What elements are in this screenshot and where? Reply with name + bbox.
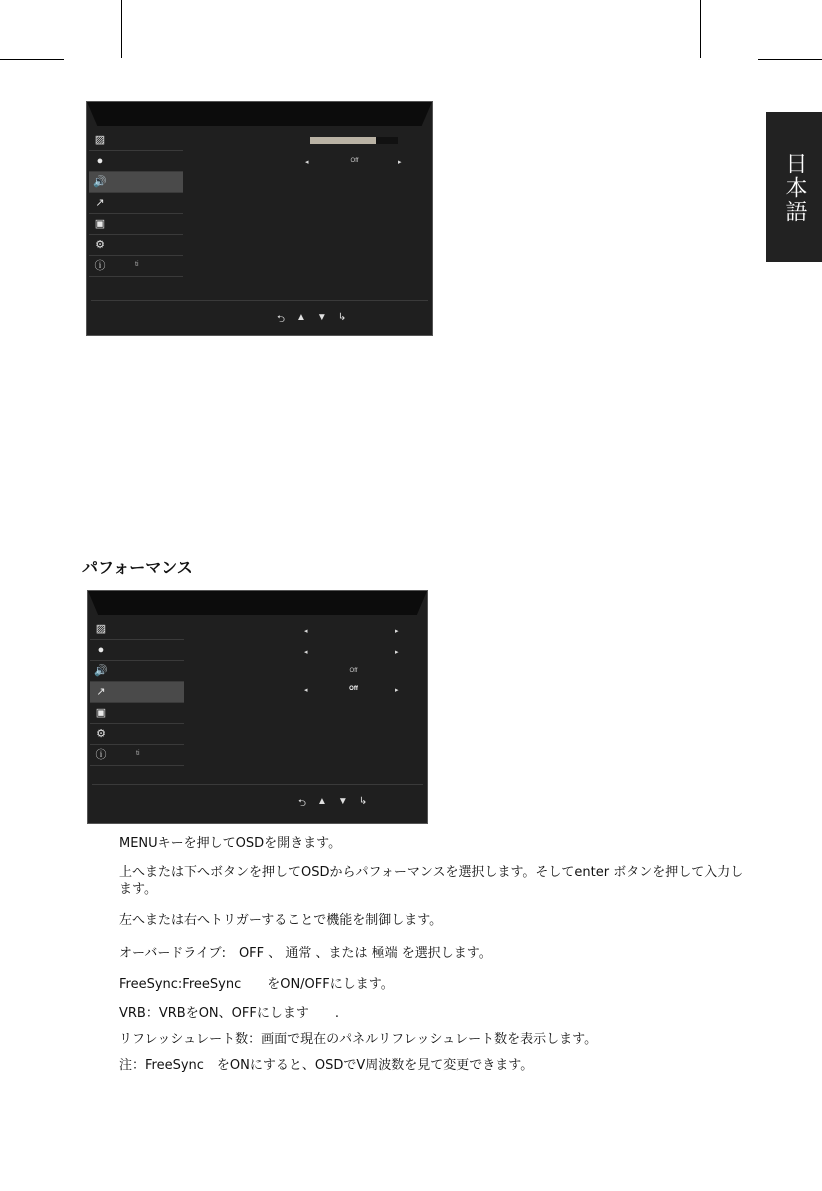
osd-menu-item-audio[interactable] (89, 172, 183, 193)
arrow-left-icon[interactable]: ◂ (304, 649, 308, 656)
osd-menu-item-performance[interactable] (89, 193, 183, 214)
osd-screenshot-audio (86, 101, 433, 336)
vrb-value: Off (349, 686, 358, 692)
osd-menu-label: ti (136, 750, 140, 757)
vrb-selector[interactable] (301, 686, 401, 698)
down-icon[interactable]: ▼ (337, 796, 348, 807)
arrow-right-icon[interactable]: ▸ (395, 628, 399, 635)
picture-icon: ▨ (95, 623, 107, 635)
osd-header-bar (87, 102, 432, 126)
mute-value: Off (350, 158, 359, 164)
instruction-step: VRB：VRBをON、OFFにします . (119, 1006, 339, 1021)
instruction-step: オーバードライブ: OFF 、 通常 、または 極端 を選択します。 (119, 946, 492, 961)
crop-mark (758, 59, 822, 60)
instruction-step: MENUキーを押してOSDを開きます。 (119, 836, 342, 851)
arrow-right-icon[interactable]: ▸ (395, 687, 399, 694)
back-icon[interactable]: ⮌ (298, 798, 307, 809)
osd-menu (89, 130, 183, 277)
crop-mark (0, 59, 64, 60)
refresh-rate-row (301, 668, 401, 680)
color-icon: ● (97, 644, 105, 656)
section-heading: パフォーマンス (82, 558, 193, 577)
osd-icon: ▣ (94, 218, 106, 230)
volume-slider-fill (310, 137, 376, 144)
osd-menu-item-system[interactable] (89, 235, 183, 256)
arrow-right-icon[interactable]: ▸ (395, 649, 399, 656)
gear-icon: ⚙ (95, 239, 105, 251)
osd-divider (92, 784, 423, 785)
back-icon[interactable]: ⮌ (277, 314, 286, 325)
osd-menu-item-osd[interactable] (89, 214, 183, 235)
instruction-step: リフレッシュレート数：画面で現在のパネルリフレッシュレート数を表示します。 (119, 1032, 598, 1047)
osd-header-bar (88, 591, 427, 615)
up-icon[interactable]: ▲ (296, 312, 306, 323)
language-tab (766, 112, 822, 262)
osd-menu-item-osd[interactable] (90, 703, 184, 724)
osd-menu-item-info[interactable] (89, 256, 183, 277)
osd-nav-bar (298, 796, 367, 813)
performance-icon: ↗ (96, 686, 106, 698)
osd-menu-label: ti (135, 261, 139, 268)
osd-screenshot-performance (87, 590, 428, 824)
instruction-step: 左へまたは右へトリガーすることで機能を制御します。 (119, 913, 443, 928)
osd-menu-item-info[interactable] (90, 745, 184, 766)
language-tab-label: 日本語 (782, 152, 807, 224)
osd-menu-item-color[interactable] (90, 640, 184, 661)
osd-icon: ▣ (95, 707, 107, 719)
info-icon: ⓘ (94, 260, 106, 272)
osd-menu-item-picture[interactable] (90, 619, 184, 640)
gear-icon: ⚙ (96, 728, 106, 740)
up-icon[interactable]: ▲ (317, 796, 327, 807)
osd-menu (90, 619, 184, 766)
osd-menu-item-system[interactable] (90, 724, 184, 745)
refresh-rate-value: Off (349, 668, 358, 674)
instruction-step: 注：FreeSync をONにすると、OSDでV周波数を見て変更できます。 (119, 1058, 534, 1073)
mute-selector[interactable] (302, 158, 407, 170)
enter-icon[interactable]: ↳ (337, 312, 347, 323)
instruction-step: FreeSync:FreeSync をON/OFFにします。 (119, 977, 394, 992)
arrow-left-icon[interactable]: ◂ (304, 628, 308, 635)
info-icon: ⓘ (95, 749, 107, 761)
freesync-selector[interactable] (301, 648, 401, 660)
speaker-icon: 🔊 (94, 665, 108, 677)
osd-menu-item-performance[interactable] (90, 682, 184, 703)
instruction-step: 上へまたは下へボタンを押してOSDからパフォーマンスを選択します。そしてenter ボタンを押して入力します。 (119, 865, 744, 897)
osd-nav-bar (277, 312, 346, 329)
overdrive-selector[interactable] (301, 627, 401, 639)
color-icon: ● (96, 155, 104, 167)
down-icon[interactable]: ▼ (316, 312, 327, 323)
crop-mark (700, 0, 701, 58)
arrow-left-icon[interactable]: ◂ (305, 159, 309, 166)
arrow-right-icon[interactable]: ▸ (398, 159, 402, 166)
osd-divider (91, 300, 428, 301)
enter-icon[interactable]: ↳ (358, 796, 368, 807)
arrow-left-icon[interactable]: ◂ (304, 687, 308, 694)
osd-menu-item-audio[interactable] (90, 661, 184, 682)
volume-slider[interactable] (310, 137, 398, 144)
picture-icon: ▨ (94, 134, 106, 146)
crop-mark (121, 0, 122, 58)
osd-menu-item-picture[interactable] (89, 130, 183, 151)
performance-icon: ↗ (95, 197, 105, 209)
osd-menu-item-color[interactable] (89, 151, 183, 172)
speaker-icon: 🔊 (93, 176, 107, 188)
